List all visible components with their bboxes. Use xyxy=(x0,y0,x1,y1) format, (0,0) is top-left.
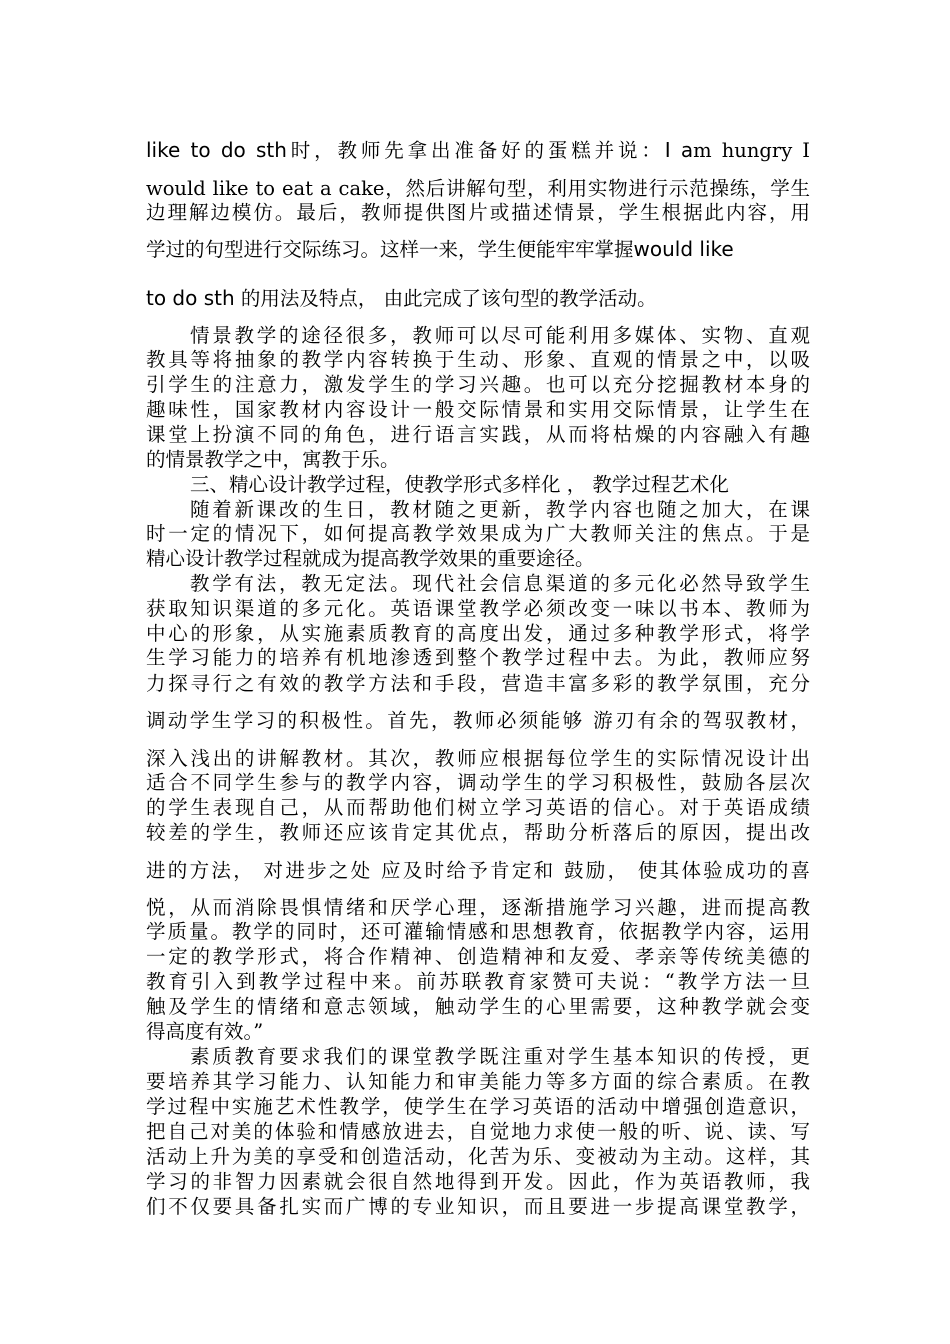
inline-text: 学过的句型进行交际练习。这样一来，学生便能牢牢掌握 xyxy=(146,238,634,261)
section-heading: 三、精心设计教学过程，使教学形式多样化 ， 教学过程艺术化 xyxy=(190,473,729,496)
text-line: 学质量。教学的同时，还可灌输情感和思想教育，依据教学内容，运用 xyxy=(146,920,810,943)
text-line: 生学习能力的培养有机地渗透到整个教学过程中去。为此，教师应努 xyxy=(146,646,810,669)
text-line: 精心设计教学过程就成为提高教学效果的重要途径。 xyxy=(146,547,595,570)
text-line: 学习的非智力因素就会很自然地得到开发。因此，作为英语教师，我 xyxy=(146,1170,810,1193)
text-line: 要培养其学习能力、认知能力和审美能力等多方面的综合素质。在教 xyxy=(146,1070,810,1093)
text-line-2: would like to eat a cake，然后讲解句型，利用实物进行示范操练，学生 xyxy=(146,177,810,200)
text-line: 调动学生学习的积极性。首先，教师必须能够 游刃有余的驾驭教材， xyxy=(146,709,810,732)
text-line: 一定的教学形式，将合作精神、创造精神和友爱、孝亲等传统美德的 xyxy=(146,945,810,968)
text-line: 趣味性，国家教材内容设计一般交际情景和实用交际情景，让学生在 xyxy=(146,398,810,421)
paragraph-first-line: 素质教育要求我们的课堂教学既注重对学生基本知识的传授，更 xyxy=(190,1045,810,1068)
text-line-3: 边理解边模仿。最后，教师提供图片或描述情景，学生根据此内容，用 xyxy=(146,201,810,224)
text-line: 活动上升为美的享受和创造活动，化苦为乐、变被动为主动。这样，其 xyxy=(146,1145,810,1168)
paragraph-first-line: 教学有法，教无定法。现代社会信息渠道的多元化必然导致学生 xyxy=(190,572,810,595)
text-line: 学过程中实施艺术性教学，使学生在学习英语的活动中增强创造意识， xyxy=(146,1095,810,1118)
text-line: 时一定的情况下，如何提高教学效果成为广大教师关注的焦点。于是 xyxy=(146,522,810,545)
text-line-5 xyxy=(146,286,810,311)
text-line: 触及学生的情绪和意志领域，触动学生的心里需要，这种教学就会变 xyxy=(146,995,810,1018)
inline-english: to do sth xyxy=(146,286,235,310)
paragraph-first-line: 情景教学的途径很多，教师可以尽可能利用多媒体、实物、直观 xyxy=(190,324,810,347)
inline-english: would like xyxy=(633,237,734,261)
inline-text: 时，教师先拿出准备好的蛋糕并说： xyxy=(286,139,665,162)
text-line: 获取知识渠道的多元化。英语课堂教学必须改变一味以书本、教师为 xyxy=(146,597,810,620)
inline-text: m hungry I xyxy=(693,139,811,162)
text-line: 教具等将抽象的教学内容转换于生动、形象、直观的情景之中，以吸 xyxy=(146,348,810,371)
text-line: 课堂上扮演不同的角色，进行语言实践，从而将枯燥的内容融入有趣 xyxy=(146,423,810,446)
text-line: 把自己对美的体验和情感放进去，自觉地力求使一般的听、说、读、写 xyxy=(146,1120,810,1143)
inline-english: like to do sth xyxy=(146,138,287,162)
text-line: 引学生的注意力，激发学生的学习兴趣。也可以充分挖掘教材本身的 xyxy=(146,373,810,396)
text-line: 们不仅要具备扎实而广博的专业知识，而且要进一步提高课堂教学， xyxy=(146,1195,810,1218)
text-line: 的情景教学之中，寓教于乐。 xyxy=(146,448,400,471)
text-line: 的学生表现自己，从而帮助他们树立学习英语的信心。对于英语成绩 xyxy=(146,796,810,819)
text-line: 力探寻行之有效的教学方法和手段，营造丰富多彩的教学氛围，充分 xyxy=(146,672,810,695)
text-line: 适合不同学生参与的教学内容，调动学生的学习积极性，鼓励各层次 xyxy=(146,771,810,794)
text-line: 得高度有效。” xyxy=(146,1020,264,1043)
text-line: 深入浅出的讲解教材。其次，教师应根据每位学生的实际情况设计出 xyxy=(146,747,810,770)
inline-text: 的用法及特点， 由此完成了该句型的教学活动。 xyxy=(234,287,657,310)
inline-english: I a xyxy=(664,138,694,162)
text-line-1 xyxy=(146,138,810,163)
text-line: 中心的形象，从实施素质教育的高度出发，通过多种教学形式，将学 xyxy=(146,622,810,645)
paragraph-first-line: 随着新课改的生日，教材随之更新，教学内容也随之加大，在课 xyxy=(190,498,810,521)
text-line: 进的方法， 对进步之处 应及时给予肯定和 鼓励， 使其体验成功的喜 xyxy=(146,859,810,882)
text-line: 较差的学生，教师还应该肯定其优点，帮助分析落后的原因，提出改 xyxy=(146,821,810,844)
text-line: 悦，从而消除畏惧情绪和厌学心理，逐渐措施学习兴趣，进而提高教 xyxy=(146,896,810,919)
text-line-4 xyxy=(146,237,810,262)
text-line: 教育引入到教学过程中来。前苏联教育家赞可夫说：“教学方法一旦 xyxy=(146,970,810,993)
